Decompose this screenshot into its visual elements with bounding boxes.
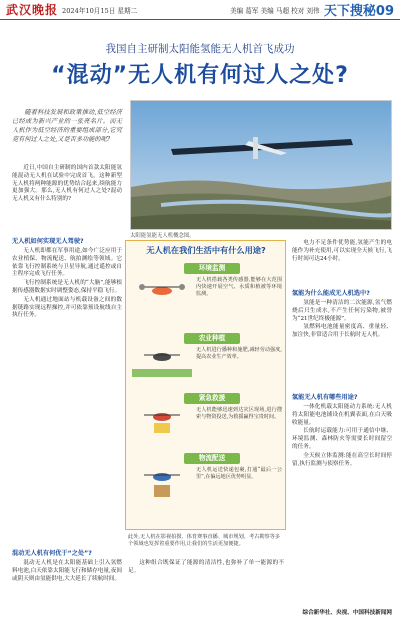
subhead-hydrogen-uses: 氢能无人机有哪些用途?: [292, 394, 358, 401]
newspaper-logo: 武汉晚报: [6, 3, 59, 17]
body-paragraph: 无人机即都在军事用途,如今广泛应用于农业植保、物流配送、航拍测绘等领域。它依靠飞行控制系统与卫星导航,通过遥控或自主程序完成飞行任务。: [12, 248, 122, 278]
rescue-text: 无人机能够迅速到达灾区现场,进行搜索与物资投送,为救援赢得宝贵时间。: [196, 407, 282, 420]
column-mid-lower: [128, 560, 284, 577]
drone-monitoring-illustration: [132, 277, 192, 305]
drone-rescue-illustration: [132, 407, 192, 437]
body-paragraph: 一体化机载太阳能动力系统:无人机将太阳能电池铺设在机翼表面,在白天吸收能量。: [292, 404, 392, 426]
subhead-how-unmanned: 无人机如何实现无人驾驶?: [12, 238, 84, 245]
column-right: [292, 240, 392, 264]
section-title: 天下搜秘09: [323, 4, 394, 19]
column-right-2: [292, 300, 392, 341]
column-left-lower: [12, 560, 122, 584]
body-paragraph: 电力不足条件优势能,氢能产生的电能作为补充使用,可以实现全天候飞行,飞行时间可达24小时。: [292, 240, 392, 262]
page-header: [0, 0, 400, 20]
intro-paragraph: 近日,中国自主研制的国内首款太阳能氢能混动无人机在试验中完成首飞。这种新型无人机将两种能源的优势结合起来,续航能力更加强大。那么,无人机有何过人之处?混动无人机又有什么特别的?: [12, 165, 122, 203]
body-paragraph: 氢能是一种清洁的二次能源,氢气燃烧后只生成水,不产生任何污染物,被誉为“21世纪终极能源”。: [292, 300, 392, 322]
label-logistics: 物流配送: [184, 453, 240, 464]
drone-delivery-illustration: [132, 467, 192, 507]
aircraft-photo: [130, 100, 392, 230]
body-paragraph: 氢燃料电池能量密度高、重量轻、加注快,非常适合用于长航时无人机。: [292, 324, 392, 339]
column-left-body: [12, 248, 122, 321]
issue-date: 2024年10月15日 星期二: [62, 7, 138, 15]
subhead-why-hydrogen: 氢能为什么能成无人机选中?: [292, 290, 370, 297]
column-right-3: [292, 404, 392, 469]
body-paragraph: 全天候立体监测:能在高空长时间停留,执行监测与侦察任务。: [292, 452, 392, 467]
infobox-caption: 此外,无人机在影视拍摄、体育赛事直播、城市规划、考古勘察等多个领域也发挥着重要作用,让我们的生活更加便捷。: [128, 534, 281, 547]
drone-farming-illustration: [132, 347, 192, 377]
lead-paragraph: 随着科技发展和政策推动,低空经济已经成为新兴产业的一张亮名片。而无人机作为低空经济的重要组成部分,它究竟有何过人之处,又是否多功能的呢?: [12, 109, 122, 143]
body-paragraph: 长航时运载能力:可用于通信中继、环境监测、森林防火等需要长时间留空的任务。: [292, 428, 392, 450]
body-paragraph: 这种组合既保证了能源的清洁性,也弥补了单一能源的不足。: [128, 560, 284, 574]
column-left-intro: [12, 165, 122, 205]
headline: “混动”无人机有何过人之处?: [51, 63, 349, 88]
label-environment: 环境监测: [184, 263, 240, 274]
env-text: 无人机搭载各类传感器,能够在大范围内快速开展空气、水质和植被等环境监测。: [196, 277, 282, 297]
photo-caption: 太阳能氢能无人机概念图。: [130, 233, 195, 239]
body-paragraph: 飞行控制系统是无人机的“大脑”,能够根据传感器数据实时调整姿态,保持平稳飞行。: [12, 280, 122, 294]
kicker: 我国自主研制太阳能氢能无人机首飞成功: [105, 43, 295, 55]
body-paragraph: 无人机通过地面站与机载设备之间的数据链路实现远程操控,并可依靠预设航线自主执行任务。: [12, 296, 122, 319]
body-paragraph: 混动无人机是在太阳能基础上引入氢燃料电池,白天依靠太阳能飞行和储存电量,夜间或阴天则由氢能供电,大大延长了续航时间。: [12, 560, 122, 582]
source-credit: 综合新华社、央视、中国科技新闻网: [302, 610, 392, 616]
logistics-text: 无人机运送快递包裹,打通“最后一公里”,在偏远地区优势明显。: [196, 467, 282, 480]
label-rescue: 紧急救援: [184, 393, 240, 404]
uses-infobox: [125, 240, 286, 530]
subhead-hybrid-advantage: 混动无人机有何优于“之处”?: [12, 550, 92, 557]
label-agriculture: 农业种植: [184, 333, 240, 344]
editor-credits: 美编 葛军 美编 马超 校对 刘伟: [230, 7, 320, 15]
infobox-title: 无人机在我们生活中有什么用途?: [146, 245, 266, 255]
agri-text: 无人机进行播种和施肥,减轻劳动强度,提高农业生产效率。: [196, 347, 282, 360]
